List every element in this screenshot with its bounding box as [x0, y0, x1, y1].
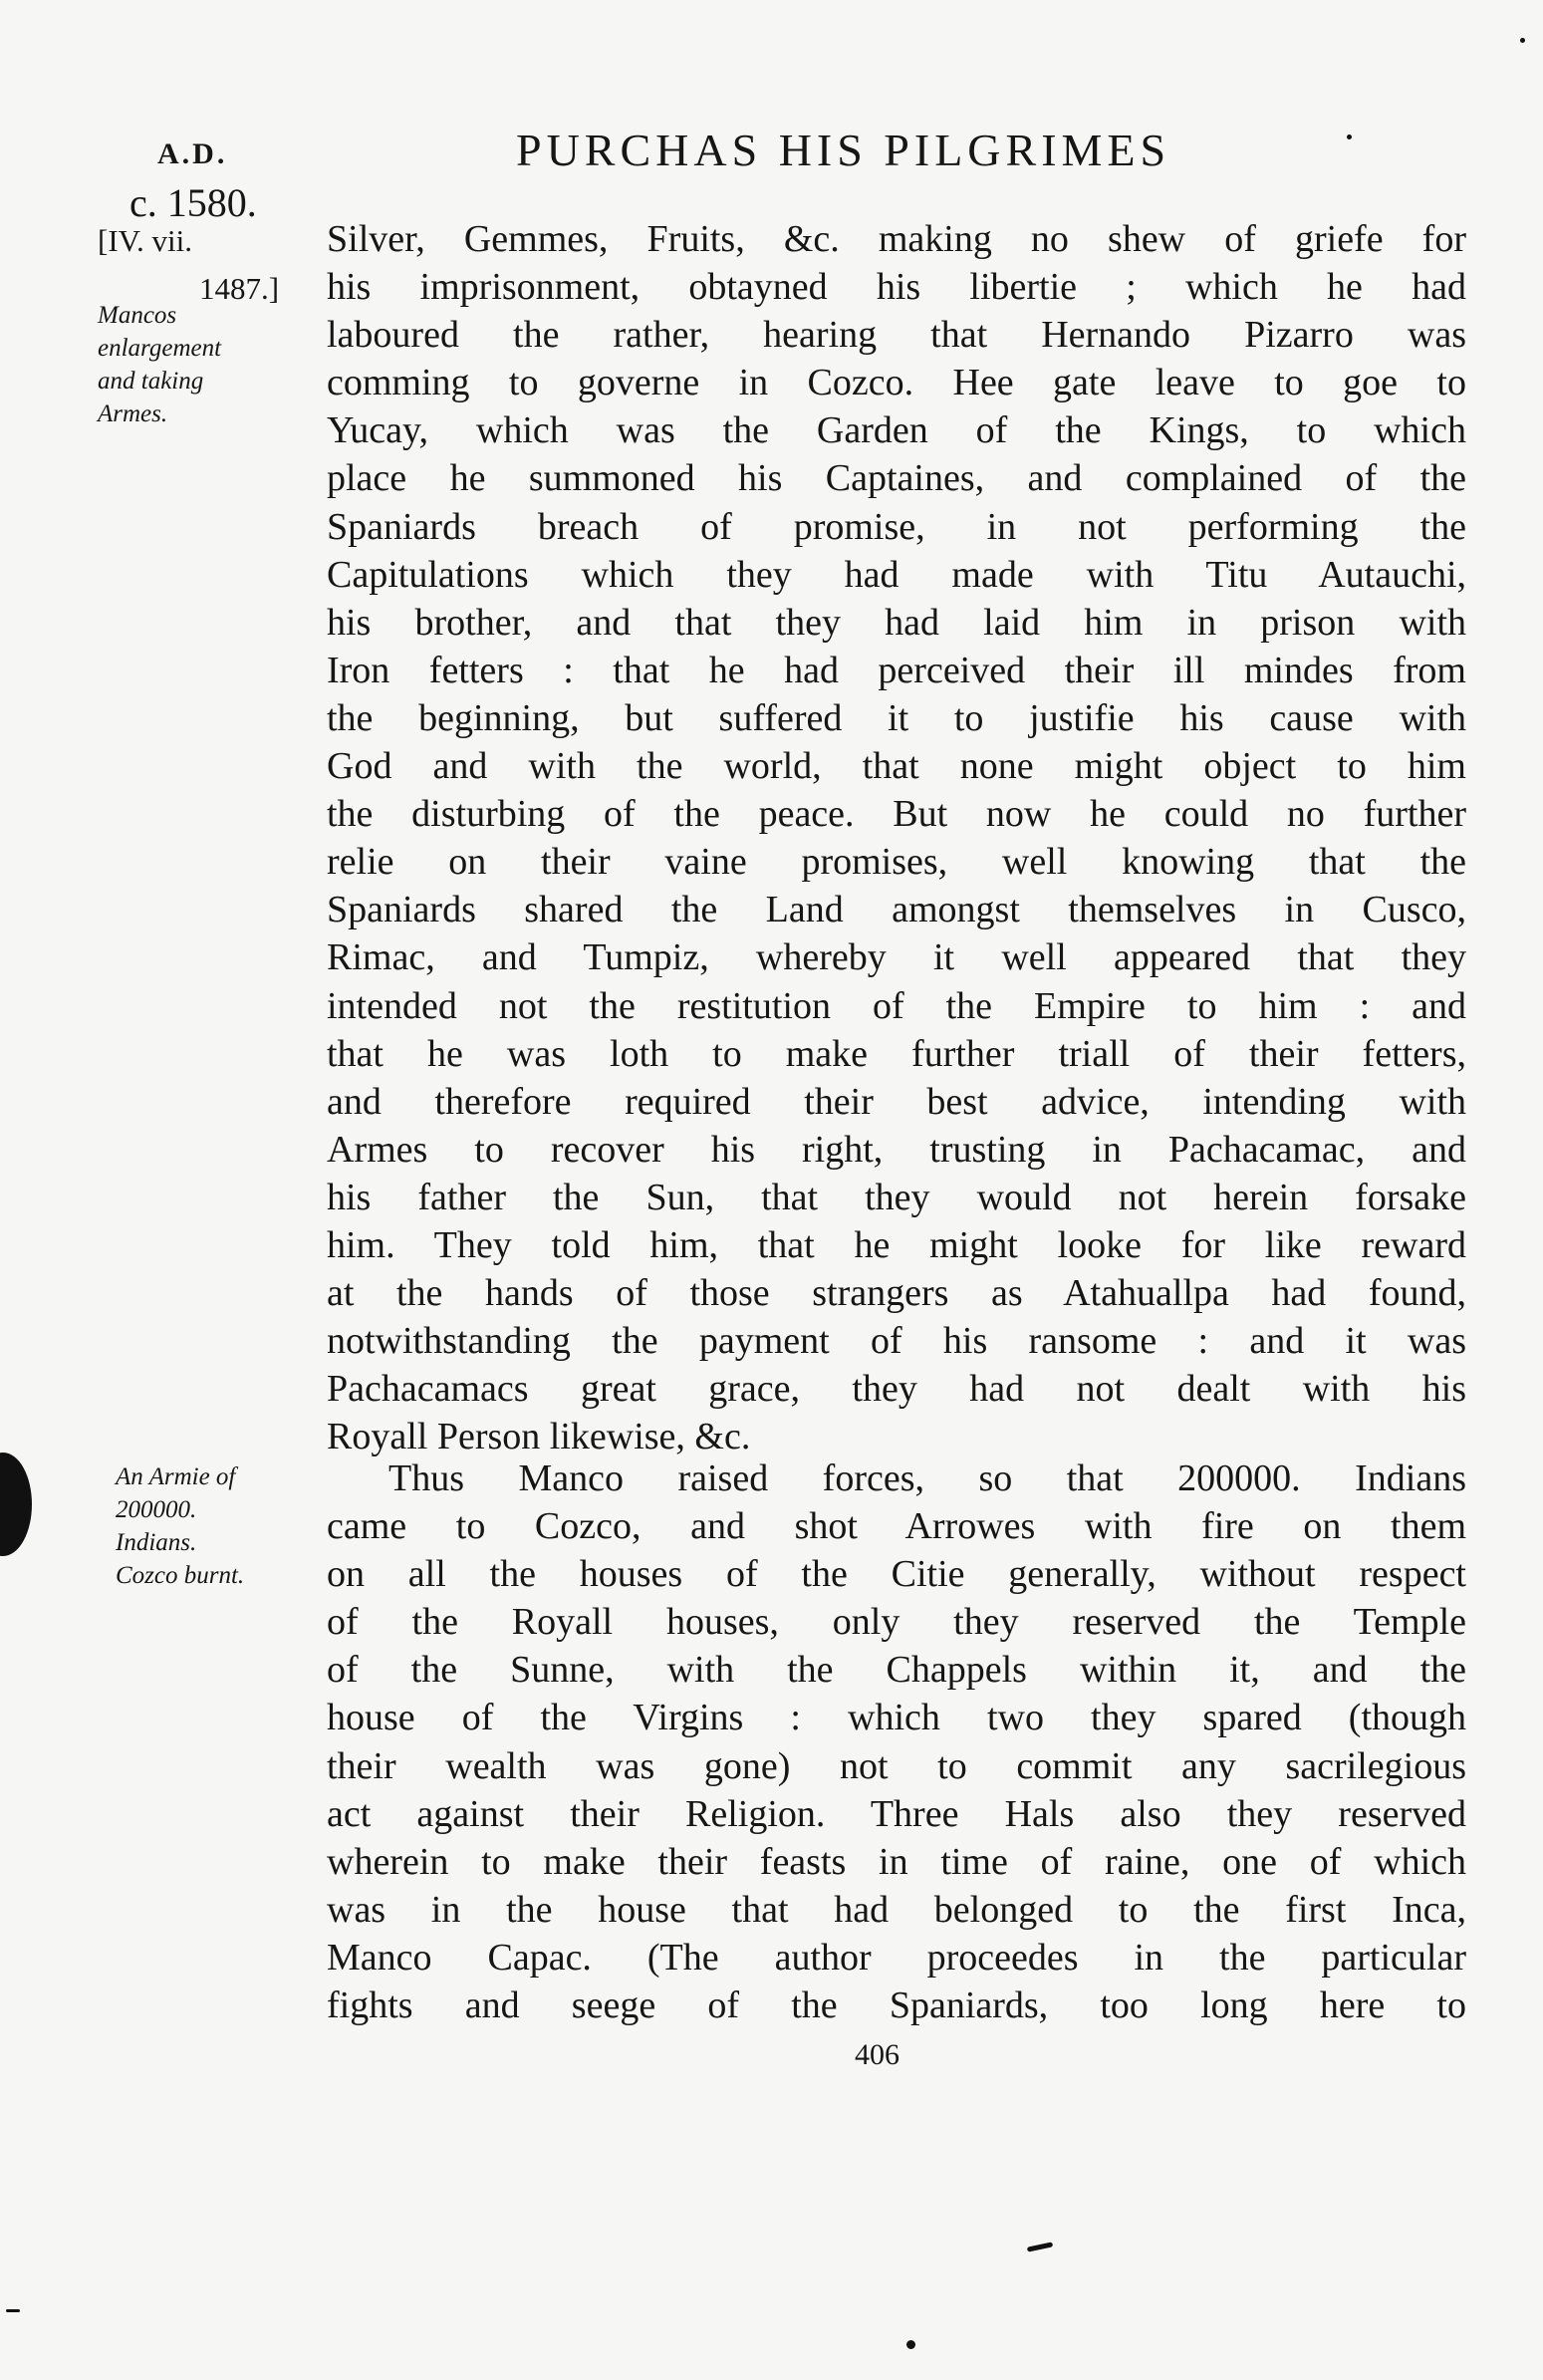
text-line: Capitulations which they had made with Titu Autauchi, — [327, 553, 1466, 596]
ink-speck — [906, 2340, 915, 2349]
text-line: the beginning, but suffered it to justifie his cause with — [327, 696, 1466, 739]
header-circa-date: c. 1580. — [129, 180, 257, 225]
text-line: the disturbing of the peace. But now he could no further — [327, 793, 1466, 836]
text-line: place he summoned his Captaines, and complained of the — [327, 457, 1466, 500]
text-line: Rimac, and Tumpiz, whereby it well appeared that they — [327, 936, 1466, 979]
text-line: on all the houses of the Citie generally, without respect — [327, 1553, 1466, 1596]
text-line: house of the Virgins : which two they spared (though — [327, 1697, 1466, 1739]
text-line: their wealth was gone) not to commit any sacrilegious — [327, 1744, 1466, 1787]
page-number: 406 — [855, 2038, 900, 2071]
text-line: Armes to recover his right, trusting in Pachacamac, and — [327, 1128, 1466, 1171]
ink-speck — [6, 2309, 20, 2312]
source-reference-page: 1487.] — [199, 271, 280, 306]
text-line: at the hands of those strangers as Atahuallpa had found, — [327, 1272, 1466, 1315]
sidenote-armie — [116, 1460, 244, 1592]
source-reference-volume: [IV. vii. — [98, 223, 193, 258]
text-line: came to Cozco, and shot Arrowes with fire on them — [327, 1505, 1466, 1548]
ink-speck — [1347, 134, 1352, 139]
text-line: notwithstanding the payment of his ransome : and it was — [327, 1320, 1466, 1363]
text-line: fights and seege of the Spaniards, too long here to — [327, 1984, 1466, 2027]
text-line: wherein to make their feasts in time of raine, one of which — [327, 1840, 1466, 1883]
text-line: Thus Manco raised forces, so that 200000. Indians — [388, 1457, 1466, 1499]
text-line: Manco Capac. (The author proceedes in the particular — [327, 1936, 1466, 1979]
text-line: and therefore required their best advice, intending with — [327, 1080, 1466, 1123]
text-line: Spaniards breach of promise, in not performing the — [327, 505, 1466, 548]
text-line: act against their Religion. Three Hals also they reserved — [327, 1792, 1466, 1835]
text-line: God and with the world, that none might object to him — [327, 745, 1466, 788]
text-line: Spaniards shared the Land amongst themselves in Cusco, — [327, 889, 1466, 931]
text-line: him. They told him, that he might looke for like reward — [327, 1223, 1466, 1266]
sidenote-line: Mancos — [98, 302, 177, 329]
text-line: his imprisonment, obtayned his libertie ; which he had — [327, 266, 1466, 309]
text-line: Pachacamacs great grace, they had not dealt with his — [327, 1368, 1466, 1411]
text-line: was in the house that had belonged to the first Inca, — [327, 1888, 1466, 1931]
text-line: laboured the rather, hearing that Hernando Pizarro was — [327, 314, 1466, 357]
text-line: relie on their vaine promises, well knowing that the — [327, 841, 1466, 884]
sidenote-line: and taking — [98, 368, 204, 395]
sidenote-line: 200000. — [116, 1496, 197, 1523]
text-line: his father the Sun, that they would not herein forsake — [327, 1176, 1466, 1218]
running-title: PURCHAS HIS PILGRIMES — [516, 125, 1171, 175]
text-line: Yucay, which was the Garden of the Kings, to which — [327, 409, 1466, 452]
text-line: Royall Person likewise, &c. — [327, 1416, 751, 1458]
paragraph-2 — [327, 1454, 1466, 2029]
scan-thumb-shadow — [0, 1453, 32, 1556]
sidenote-line: enlargement — [98, 335, 222, 362]
text-line: his brother, and that they had laid him in prison with — [327, 601, 1466, 644]
sidenote-line: Cozco burnt. — [116, 1562, 245, 1589]
text-line: comming to governe in Cozco. Hee gate leave to goe to — [327, 362, 1466, 404]
paragraph-1 — [327, 215, 1466, 1460]
text-line: of the Sunne, with the Chappels within it, and the — [327, 1649, 1466, 1692]
sidenote-mancos — [98, 299, 221, 430]
sidenote-line: Armes. — [98, 400, 168, 427]
text-line: Iron fetters : that he had perceived their ill mindes from — [327, 649, 1466, 691]
sidenote-line: An Armie of — [116, 1463, 236, 1490]
sidenote-line: Indians. — [116, 1529, 197, 1556]
text-line: Silver, Gemmes, Fruits, &c. making no shew of griefe for — [327, 218, 1466, 260]
text-line: of the Royall houses, only they reserved the Temple — [327, 1601, 1466, 1644]
text-line: intended not the restitution of the Empire to him : and — [327, 984, 1466, 1027]
text-line: that he was loth to make further triall of their fetters, — [327, 1032, 1466, 1075]
ink-speck — [1027, 2242, 1053, 2251]
ink-speck — [1520, 38, 1525, 43]
header-year-label: A.D. — [157, 137, 228, 170]
